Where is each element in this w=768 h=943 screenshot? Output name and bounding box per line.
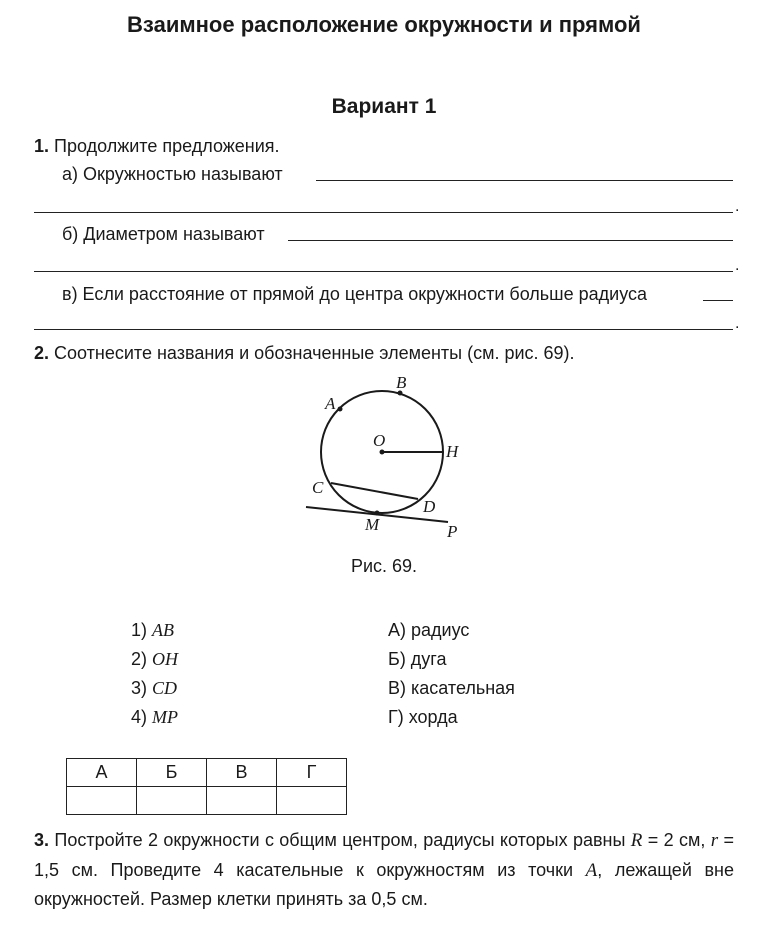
right-item-3: В) касательная: [388, 678, 515, 698]
label-o: O: [373, 431, 386, 450]
label-b: B: [396, 373, 407, 392]
answer-table: [66, 758, 347, 815]
item-number: 4): [131, 707, 148, 727]
task2-text: Соотнесите названия и обозначенные элементы (см. рис. 69).: [54, 343, 575, 363]
right-item-2: Б) дуга: [388, 649, 447, 669]
right-item-1: А) радиус: [388, 620, 470, 640]
label-a: A: [325, 394, 336, 413]
radius-big-symbol: R: [630, 830, 643, 851]
label-d: D: [423, 497, 436, 516]
worksheet-title: Взаимное расположение окружности и прямой: [127, 12, 641, 37]
table-header-cell: Г: [277, 759, 347, 787]
task3-paragraph: [34, 826, 734, 915]
answer-cell[interactable]: [277, 787, 347, 815]
item-number: 1): [131, 620, 148, 640]
left-item-1: [131, 620, 174, 641]
point-a-symbol: A: [585, 859, 598, 881]
item-number: 3): [131, 678, 148, 698]
segment-label: OH: [152, 649, 179, 669]
figure-caption: Рис. 69.: [350, 556, 418, 576]
task3-number: 3.: [34, 830, 50, 850]
label-h: H: [446, 442, 459, 461]
end-dot: .: [735, 198, 740, 215]
task1-b-text: б) Диаметром называют: [62, 224, 265, 244]
segment-label: CD: [152, 678, 178, 698]
task1-intro: Продолжите предложения.: [54, 136, 280, 156]
task3-text-1: Постройте 2 окружности с общим центром, радиусы которых равны: [54, 830, 626, 850]
item-number: 2): [131, 649, 148, 669]
variant-heading: Вариант 1: [331, 95, 437, 118]
table-header-cell: Б: [137, 759, 207, 787]
task2-number: 2.: [34, 343, 50, 363]
point-o: [380, 450, 385, 455]
end-dot: .: [735, 257, 740, 274]
point-a: [338, 407, 343, 412]
chord-cd: [331, 483, 418, 499]
task3-eq2: = 1,5 см. Проведите 4 касательные к окружностям из точки: [34, 830, 734, 880]
left-item-2: [131, 649, 178, 670]
task3-text-2: , лежащей вне окружностей. Размер клетки принять за 0,5 см.: [34, 859, 734, 909]
task1-number: 1.: [34, 136, 50, 156]
table-header-row: [67, 759, 347, 787]
segment-label: MP: [152, 707, 179, 727]
task3-eq1: = 2 см,: [647, 830, 706, 850]
segment-label: AB: [152, 620, 175, 640]
left-item-3: [131, 678, 177, 699]
radius-small-symbol: r: [710, 830, 719, 851]
left-item-4: [131, 707, 178, 728]
label-m: M: [365, 515, 380, 534]
answer-cell[interactable]: [67, 787, 137, 815]
right-item-4: Г) хорда: [388, 707, 458, 727]
table-answer-row: [67, 787, 347, 815]
label-c: C: [312, 478, 324, 497]
table-header-cell: А: [67, 759, 137, 787]
task1-c-text: в) Если расстояние от прямой до центра окружности больше радиуса: [62, 284, 648, 304]
answer-cell[interactable]: [207, 787, 277, 815]
table-header-cell: В: [207, 759, 277, 787]
label-p: P: [447, 522, 458, 541]
end-dot: .: [735, 315, 740, 332]
task1-a-text: а) Окружностью называют: [62, 164, 283, 184]
answer-cell[interactable]: [137, 787, 207, 815]
